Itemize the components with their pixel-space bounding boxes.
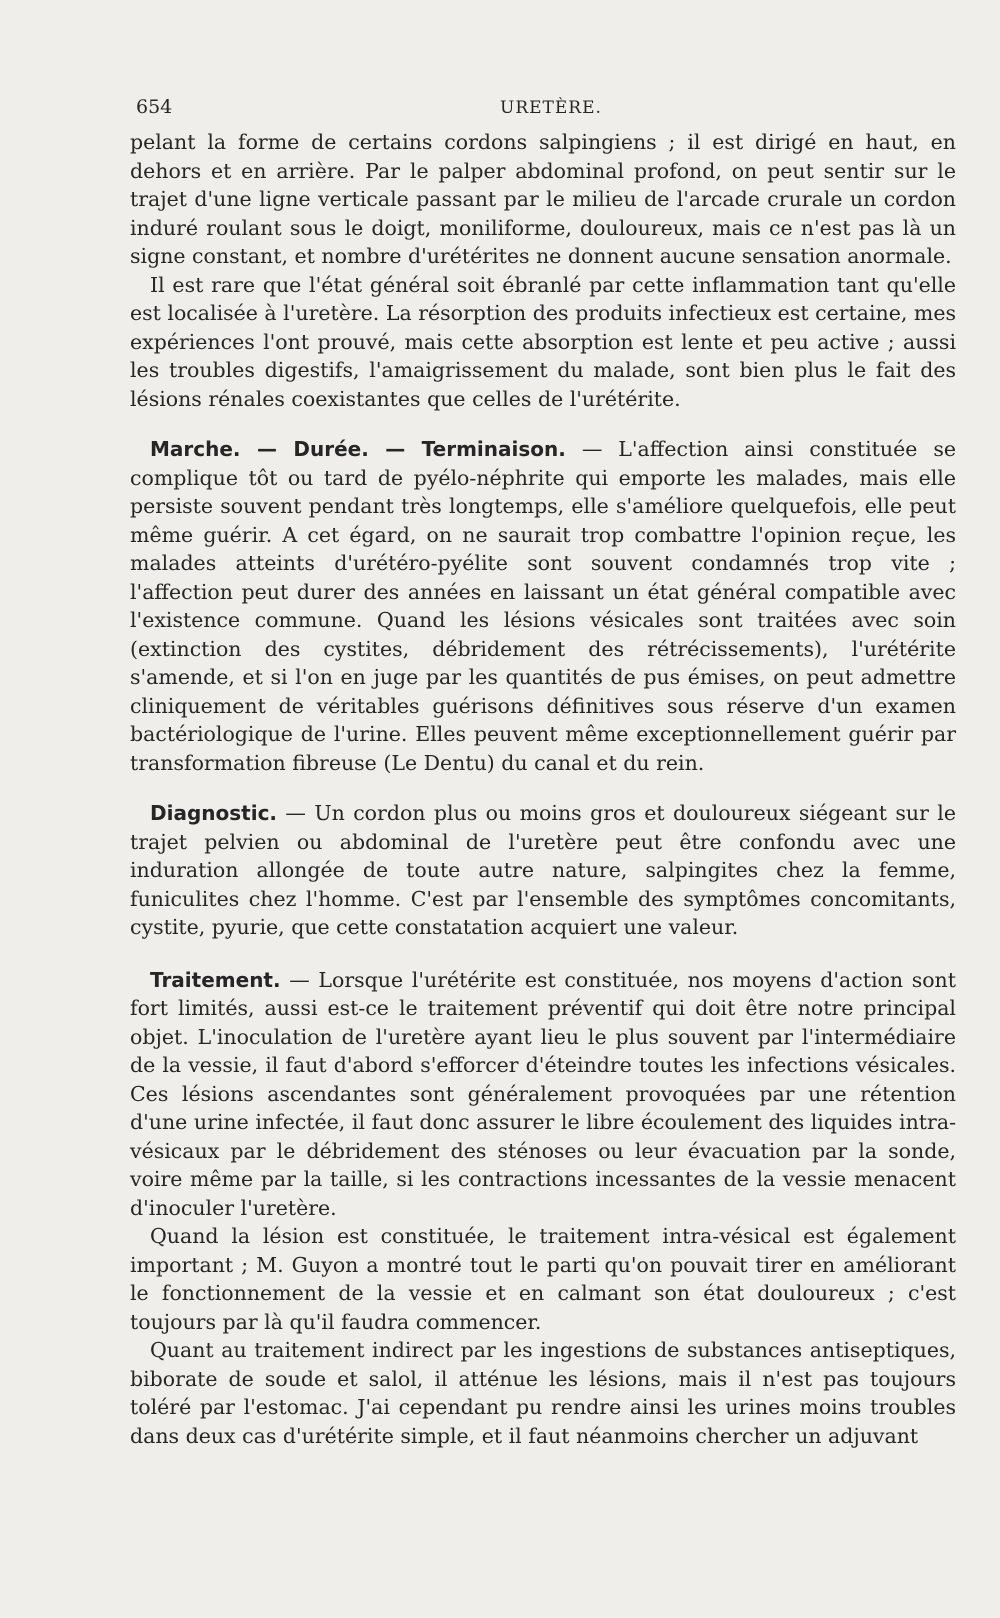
- section-heading-marche: Marche. — Durée. — Terminaison.: [150, 437, 566, 461]
- body-text: [130, 128, 956, 1450]
- section-diagnostic: [130, 799, 956, 942]
- paragraph-general-state: Il est rare que l'état général soit ébranlé par cette inflammation tant qu'elle est localisée à l'uretère. La résorption des produits infectieux est certaine, mes expériences l'ont prouvé, mais cette absorption est lente et peu active ; aussi les troubles digestifs, l'amaigrissement du malade, sont bien plus le fait des lésions rénales coexistantes que celles de l'urétérite.: [130, 272, 956, 411]
- section-text-traitement: — Lorsque l'urétérite est constituée, nos moyens d'action sont fort limités, aussi est-ce le traitement préventif qui doit être notre principal objet. L'inoculation de l'uretère ayant lieu le plus souvent par l'intermédiaire de la vessie, il faut d'abord s'efforcer d'éteindre toutes les infections vésicales. Ces lésions ascendantes sont généralement provoquées par une rétention d'une urine infectée, il faut donc assurer le libre écoulement des liquides intra-vésicaux par le débridement des sténoses ou leur évacuation par la sonde, voire même par la taille, si les contractions incessantes de la vessie menacent d'inoculer l'uretère.: [130, 967, 956, 1220]
- paragraph-continuation: pelant la forme de certains cordons salpingiens ; il est dirigé en haut, en dehors et en arrière. Par le palper abdominal profond, on peut sentir sur le trajet d'une ligne verticale passant par le milieu de l'arcade crurale un cordon induré roulant sous le doigt, moniliforme, douloureux, mais ce n'est pas là un signe constant, et nombre d'urétérites ne donnent aucune sensation anormale.: [130, 130, 956, 268]
- section-traitement: [130, 966, 956, 1223]
- section-marche: [130, 435, 956, 777]
- section-heading-traitement: Traitement.: [150, 967, 281, 992]
- paragraph-indirect-treatment: Quant au traitement indirect par les ingestions de substances antiseptiques, biborate de soude et salol, il atténue les lésions, mais il n'est pas toujours toléré par l'estomac. J'ai cependant pu rendre ainsi les urines moins troubles dans deux cas d'urétérite simple, et il faut néanmoins chercher un adjuvant: [130, 1338, 956, 1448]
- section-text-marche: — L'affection ainsi constituée se complique tôt ou tard de pyélo-néphrite qui emporte les malades, mais elle persiste souvent pendant très longtemps, elle s'améliore quelquefois, elle peut même guérir. A cet égard, on ne saurait trop combattre l'opinion reçue, les malades atteints d'urétéro-pyélite sont souvent condamnés trop vite ; l'affection peut durer des années en laissant un état général compatible avec l'existence commune. Quand les lésions vésicales sont traitées avec soin (extinction des cystites, débridement des rétrécissements), l'urétérite s'amende, et si l'on en juge par les quantités de pus émises, on peut admettre cliniquement de véritables guérisons définitives sous réserve d'un examen bactériologique de l'urine. Elles peuvent même exceptionnellement guérir par transformation fibreuse (Le Dentu) du canal et du rein.: [130, 437, 956, 775]
- section-heading-diagnostic: Diagnostic.: [150, 801, 278, 825]
- page-header: [136, 96, 956, 124]
- page-number: 654: [136, 96, 173, 118]
- paragraph-intra-vesical: Quand la lésion est constituée, le traitement intra-vésical est également important ; M. Guyon a montré tout le parti qu'on pouvait tirer en améliorant le fonctionnement de la vessie et en calmant son état douloureux ; c'est toujours par là qu'il faudra commencer.: [130, 1224, 956, 1334]
- running-title: URETÈRE.: [500, 98, 602, 118]
- section-text-diagnostic: — Un cordon plus ou moins gros et douloureux siégeant sur le trajet pelvien ou abdominal de l'uretère peut être confondu avec une induration allongée de toute autre nature, salpingites chez la femme, funiculites chez l'homme. C'est par l'ensemble des symptômes concomitants, cystite, pyurie, que cette constatation acquiert une valeur.: [130, 801, 956, 939]
